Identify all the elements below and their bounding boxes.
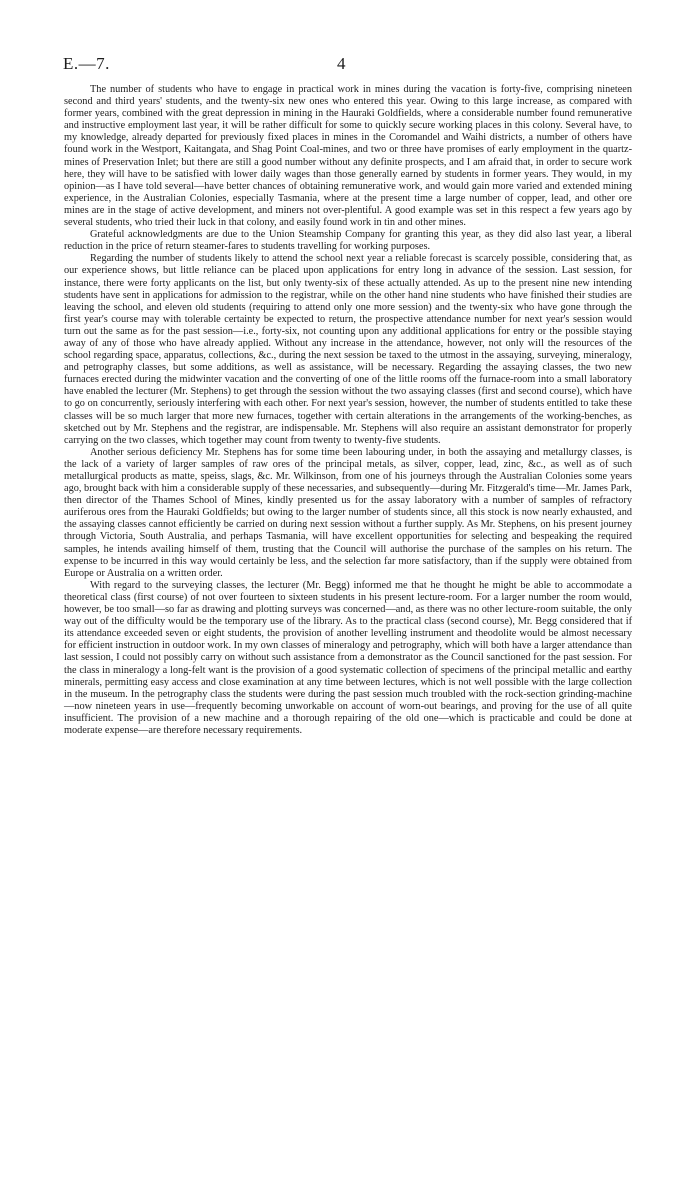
page-header (63, 54, 632, 76)
paragraph-vacation-work: The number of students who have to engage in practical work in mines during the vacation is forty-five, comprising nineteen second and third years' students, and the twenty-six new ones who entered this year. Owing to this large increase, as compared with former years, combined with the great depression in mining in the Hauraki Goldfields, where a considerable number found remunerative and instructive employment last year, it will be rather difficult for some to quickly secure working places in this colony. Several have, to my knowledge, already departed for previously fixed places in mines in the Coromandel and Waihi districts, a number of others have found work in the Westport, Kaitangata, and Shag Point Coal-mines, and two or three have promises of early employment in the quartz-mines of Preservation Inlet; but there are still a good number without any definite prospects, and I am afraid that, in order to secure work here, they will have to be satisfied with lower daily wages than those generally earned by students in former years. They would, in my opinion—as I have told several—have better chances of obtaining remunerative work, and would gain more varied and extended mining experience, in the Australian Colonies, especially Tasmania, where at the present time a large number of copper, lead, and other ore mines are in the stage of active development, and miners not over-plentiful. A good example was set in this respect a few years ago by several students, who tried their luck in that colony, and easily found work in tin and other mines. (64, 84, 632, 229)
document-reference: E.—7. (63, 54, 110, 73)
paragraph-surveying-mineralogy: With regard to the surveying classes, the lecturer (Mr. Begg) informed me that he thought he might be able to accommodate a theoretical class (first course) of not over fourteen to sixteen students in his present lecture-room. For a larger number the room would, however, be too small—so far as drawing and plotting surveys was concerned—and, as there was no other lecture-room suitable, the only way out of the difficulty would be the temporary use of the library. As to the practical class (second course), Mr. Begg considered that if its attendance exceeded seven or eight students, the provision of another levelling instrument and theodolite would be almost necessary for efficient instruction in outdoor work. In my own classes of mineralogy and petrography, which will both have a larger attendance than last session, I could not possibly carry on without such assistance from a demonstrator as the Council sanctioned for the past session. For the class in mineralogy a long-felt want is the provision of a good systematic collection of specimens of the principal metallic and earthy minerals, permitting easy access and close examination at any time between lectures, which is not well possible with the large collection in the museum. In the petrography class the students were during the past session much troubled with the rock-section grinding-machine—now nineteen years in use—frequently becoming unworkable on account of worn-out bearings, and proving for the use of all quite insufficient. The provision of a new machine and a thorough repairing of the old one—which is practicable and could be done at moderate expense—are therefore necessary requirements. (64, 579, 632, 736)
paragraph-attendance-forecast: Regarding the number of students likely to attend the school next year a reliable forecast is scarcely possible, considering that, as our experience shows, but little reliance can be placed upon applications for entry long in advance of the session. Last session, for instance, there were forty applicants on the list, but only twenty-six of these actually attended. As up to the present nine new intending students have sent in applications for admission to the registrar, while on the other hand nine students who have finished their studies are leaving the school, and eleven old students (requiring to attend only one more session) and the twenty-six who have gone through the first year's course may with tolerable certainty be expected to return, the prospective attendance number for next year's session would turn out the same as for the past session—i.e., forty-six, not counting upon any additional applications for entry or the possible staying away of any of those who have already applied. Without any increase in the attendance, however, not only will the resources of the school regarding space, apparatus, collections, &c., during the next session be taxed to the utmost in the assaying, surveying, mineralogy, and petrography classes, but some additions, as well as assistance, will be necessary. Regarding the assaying classes, the two new furnaces erected during the midwinter vacation and the converting of one of the little rooms off the furnace-room into a small laboratory have enabled the lecturer (Mr. Stephens) to get through the session without the two assaying classes (first and second course), which have to go on concurrently, seriously interfering with each other. For next year's session, however, the number of students entitled to take these classes will be so much larger that more new furnaces, together with certain alterations in the arrangements of the working-benches, as sketched out by Mr. Stephens and the registrar, are indispensable. Mr. Stephens will also require an assistant demonstrator for properly carrying on the two classes, which together may count from twenty to twenty-five students. (64, 253, 632, 446)
report-body (64, 84, 632, 737)
paragraph-assaying-samples: Another serious deficiency Mr. Stephens has for some time been labouring under, in both the assaying and metallurgy classes, is the lack of a variety of larger samples of raw ores of the principal metals, as silver, copper, lead, zinc, &c., as well as of such metallurgical products as matte, speiss, slags, &c. Mr. Wilkinson, from one of his journeys through the Australian Colonies some years ago, brought back with him a considerable supply of these necessaries, and subsequently—during Mr. Fitzgerald's time—Mr. James Park, then director of the Thames School of Mines, kindly presented us for the assay laboratory with a number of samples of refractory auriferous ores from the Hauraki Goldfields; but owing to the larger number of students since, all this stock is now nearly exhausted, and the assaying classes cannot efficiently be carried on during next session without a further supply. As Mr. Stephens, on his present journey through Victoria, South Australia, and perhaps Tasmania, will have excellent opportunities for selecting and bespeaking the required samples, he intends availing himself of them, trusting that the Council will authorise the purchase of the samples on his return. The expense to be incurred in this way would certainly be less, and the selection far more satisfactory, than if the supply were obtained from Europe or Australia on a written order. (64, 446, 632, 579)
page-number: 4 (337, 54, 346, 73)
paragraph-acknowledgments: Grateful acknowledgments are due to the Union Steamship Company for granting this year, as they did also last year, a liberal reduction in the price of return steamer-fares to students travelling for working purposes. (64, 229, 632, 253)
